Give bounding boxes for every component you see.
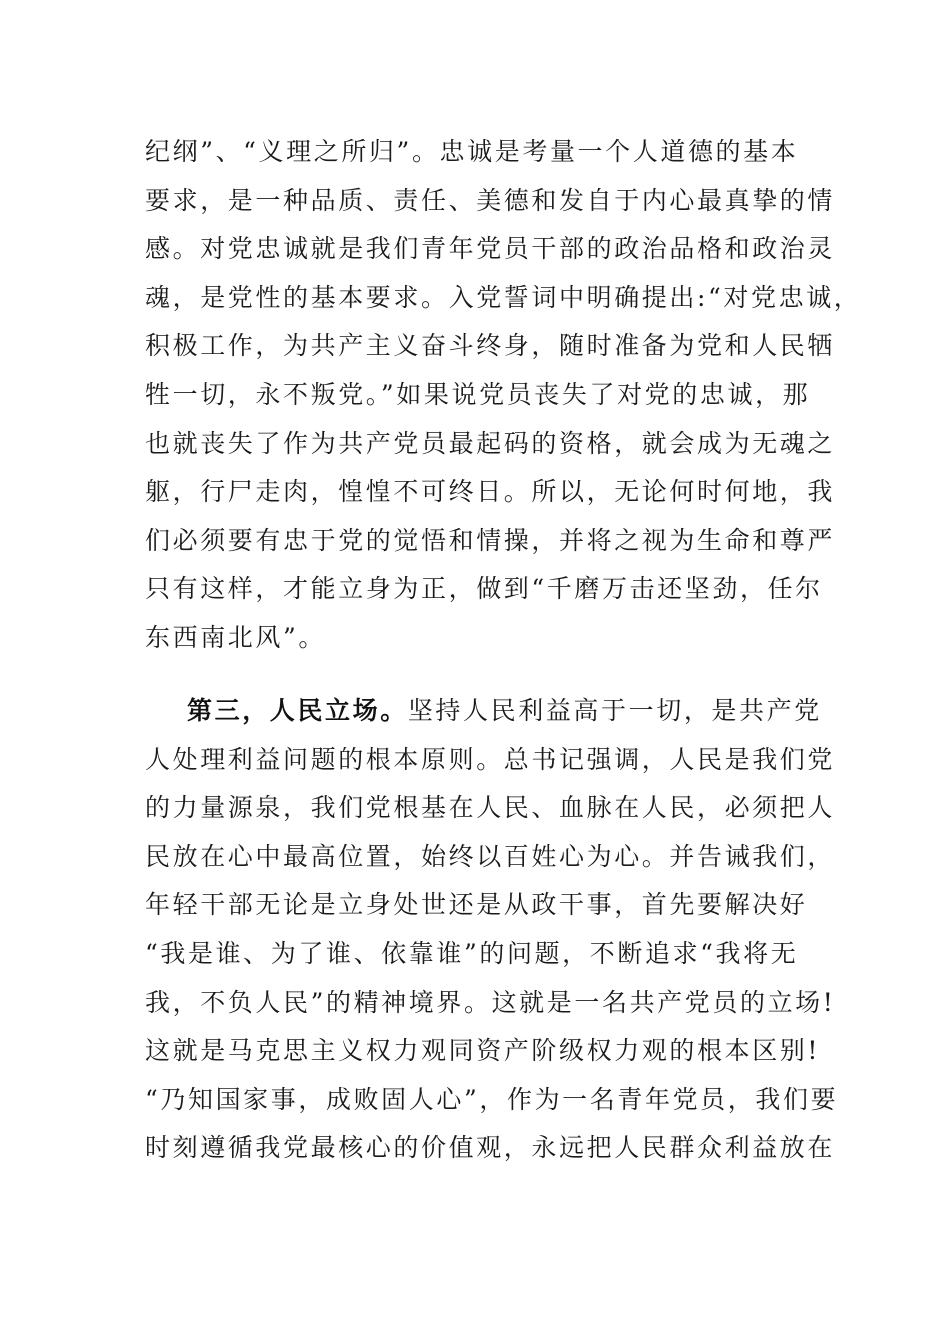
text-line: 魂，是党性的基本要求。入党誓词中明确提出:“对党忠诚， xyxy=(145,282,862,312)
text-line: 积极工作，为共产主义奋斗终身，随时准备为党和人民牺 xyxy=(145,331,836,361)
text-line: “乃知国家事，成败固人心”，作为一名青年党员，我们要 xyxy=(145,1084,839,1114)
text-line: “我是谁、为了谁、依靠谁”的问题，不断追求“我将无 xyxy=(145,938,799,968)
text-line: 年轻干部无论是立身处世还是从政干事，首先要解决好 xyxy=(145,890,808,920)
text-line: 民放在心中最高位置，始终以百姓心为心。并告诫我们， xyxy=(145,841,836,871)
text-line: 人处理利益问题的根本原则。总书记强调，人民是我们党 xyxy=(145,744,836,774)
text-line: 牲一切，永不叛党。”如果说党员丧失了对党的忠诚，那 xyxy=(145,379,811,409)
text-line: 我，不负人民”的精神境界。这就是一名共产党员的立场! xyxy=(145,987,836,1017)
text-line: 们必须要有忠于党的觉悟和情操，并将之视为生命和尊严 xyxy=(145,525,836,555)
text-line: 时刻遵循我党最核心的价值观，永远把人民群众利益放在 xyxy=(145,1133,836,1163)
text-line: 躯，行尸走肉，惶惶不可终日。所以，无论何时何地，我 xyxy=(145,477,836,507)
paragraph-loyalty xyxy=(145,128,862,663)
text-line: 只有这样，才能立身为正，做到“千磨万击还坚劲，任尔 xyxy=(145,574,823,604)
text-line: 的力量源泉，我们党根基在人民、血脉在人民，必须把人 xyxy=(145,793,836,823)
text-line: 这就是马克思主义权力观同资产阶级权力观的根本区别! xyxy=(145,1036,821,1066)
text-line: 感。对党忠诚就是我们青年党员干部的政治品格和政治灵 xyxy=(145,234,836,264)
text-line: 也就丧失了作为共产党员最起码的资格，就会成为无魂之 xyxy=(145,428,836,458)
text-line: 东西南北风”。 xyxy=(145,622,326,652)
text-line-first xyxy=(145,687,825,736)
text-line: 纪纲”、“义理之所归”。忠诚是考量一个人道德的基本 xyxy=(145,137,799,166)
text-line: 要求，是一种品质、责任、美德和发自于内心最真挚的情 xyxy=(145,185,836,215)
heading-continuation: 坚持人民利益高于一切，是共产党 xyxy=(407,696,822,725)
section-heading: 第三，人民立场。 xyxy=(187,696,408,725)
paragraph-people-stance xyxy=(145,687,839,1173)
